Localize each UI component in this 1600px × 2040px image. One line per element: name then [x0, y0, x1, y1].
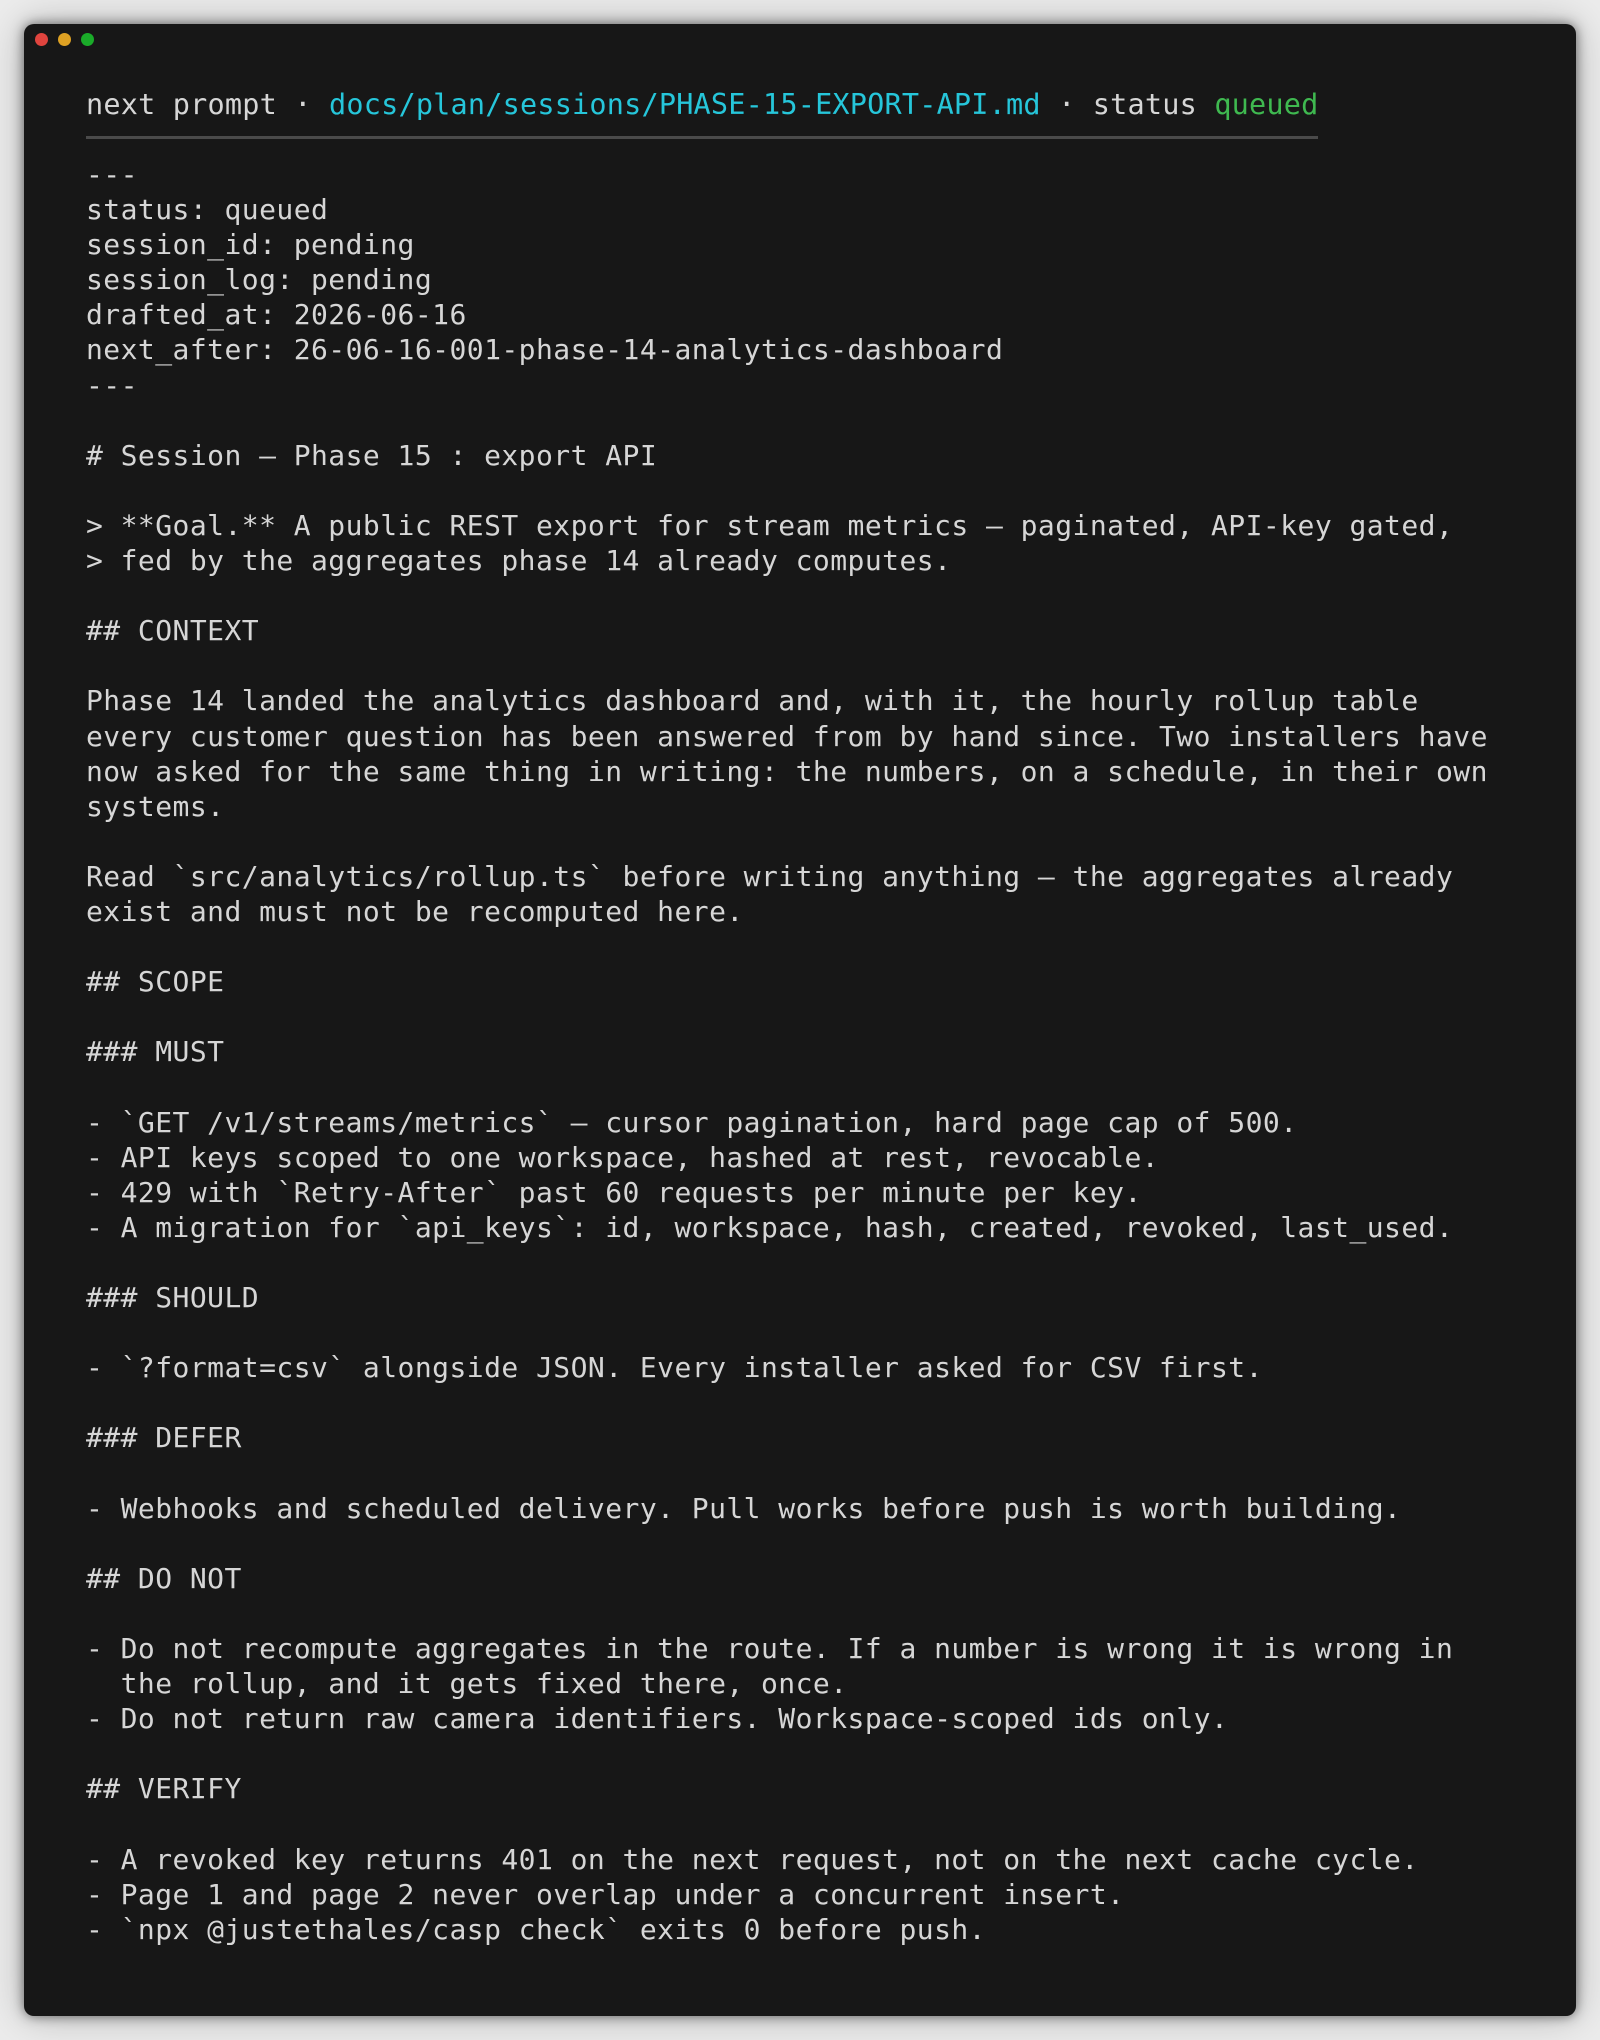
- document-line: - `npx @justethales/casp check` exits 0 before push.: [86, 1912, 986, 1946]
- document-line: [86, 473, 1546, 508]
- document-line: ## DO NOT: [86, 1561, 242, 1595]
- document-line: - Page 1 and page 2 never overlap under a concurrent insert.: [86, 1877, 1125, 1911]
- document-line: status: queued: [86, 193, 329, 227]
- document-line: [86, 1596, 1546, 1631]
- header-prefix: next prompt ·: [86, 88, 330, 121]
- close-window-button[interactable]: [35, 33, 48, 46]
- document-line: [86, 578, 1546, 613]
- document-line: ---: [86, 158, 138, 191]
- markdown-document: [86, 157, 1546, 1947]
- document-line: exist and must not be recomputed here.: [86, 894, 744, 928]
- document-line: [86, 403, 1546, 438]
- document-line: [86, 1315, 1546, 1350]
- document-line: - API keys scoped to one workspace, hashed at rest, revocable.: [86, 1140, 1160, 1174]
- document-line: - A migration for `api_keys`: id, workspace, hash, created, revoked, last_used.: [86, 1210, 1454, 1244]
- document-line: - `GET /v1/streams/metrics` — cursor pagination, hard page cap of 500.: [86, 1105, 1298, 1139]
- document-line: every customer question has been answered from by hand since. Two installers have: [86, 719, 1488, 753]
- header-middle: · status: [1040, 88, 1215, 121]
- document-line: - Do not return raw camera identifiers. Workspace-scoped ids only.: [86, 1702, 1229, 1736]
- document-line: [86, 999, 1546, 1034]
- document-line: [86, 1736, 1546, 1771]
- document-line: ### DEFER: [86, 1421, 242, 1455]
- status-badge: queued: [1214, 88, 1319, 121]
- document-line: session_id: pending: [86, 228, 415, 262]
- document-line: ## VERIFY: [86, 1772, 242, 1806]
- document-line: [86, 929, 1546, 964]
- document-line: next_after: 26-06-16-001-phase-14-analytics-dashboard: [86, 333, 1004, 367]
- document-line: [86, 648, 1546, 683]
- document-line: - A revoked key returns 401 on the next request, not on the next cache cycle.: [86, 1842, 1419, 1876]
- document-line: - 429 with `Retry-After` past 60 requests per minute per key.: [86, 1175, 1142, 1209]
- terminal-content: [86, 84, 1546, 1947]
- document-line: [86, 1806, 1546, 1841]
- prompt-header: [86, 84, 1546, 126]
- document-line: # Session — Phase 15 : export API: [86, 438, 658, 472]
- document-line: now asked for the same thing in writing: the numbers, on a schedule, in their own: [86, 754, 1488, 788]
- document-line: ### MUST: [86, 1035, 225, 1069]
- document-line: [86, 824, 1546, 859]
- document-line: - Webhooks and scheduled delivery. Pull works before push is worth building.: [86, 1491, 1402, 1525]
- document-line: [86, 1245, 1546, 1280]
- document-line: [86, 1069, 1546, 1104]
- document-line: ## CONTEXT: [86, 614, 260, 648]
- document-line: [86, 1526, 1546, 1561]
- document-line: Phase 14 landed the analytics dashboard and, with it, the hourly rollup table: [86, 684, 1419, 718]
- document-line: systems.: [86, 789, 225, 823]
- document-line: ### SHOULD: [86, 1281, 260, 1314]
- zoom-window-button[interactable]: [81, 33, 94, 46]
- document-line: drafted_at: 2026-06-16: [86, 298, 467, 332]
- document-line: > fed by the aggregates phase 14 already computes.: [86, 544, 952, 578]
- document-line: ---: [86, 368, 138, 402]
- document-line: session_log: pending: [86, 263, 433, 297]
- document-line: - `?format=csv` alongside JSON. Every installer asked for CSV first.: [86, 1351, 1263, 1385]
- minimize-window-button[interactable]: [58, 33, 71, 46]
- document-line: ## SCOPE: [86, 965, 225, 999]
- document-line: - Do not recompute aggregates in the route. If a number is wrong it is wrong in: [86, 1631, 1454, 1665]
- document-line: > **Goal.** A public REST export for stream metrics — paginated, API-key gated,: [86, 508, 1454, 542]
- terminal-window: [24, 24, 1576, 2016]
- header-divider: [86, 136, 1318, 139]
- document-line: [86, 1385, 1546, 1420]
- file-path-link[interactable]: docs/plan/sessions/PHASE-15-EXPORT-API.md: [329, 88, 1041, 121]
- window-controls: [35, 33, 94, 46]
- document-line: [86, 1455, 1546, 1490]
- document-line: Read `src/analytics/rollup.ts` before writing anything — the aggregates already: [86, 859, 1454, 893]
- document-line: the rollup, and it gets fixed there, once.: [86, 1667, 848, 1701]
